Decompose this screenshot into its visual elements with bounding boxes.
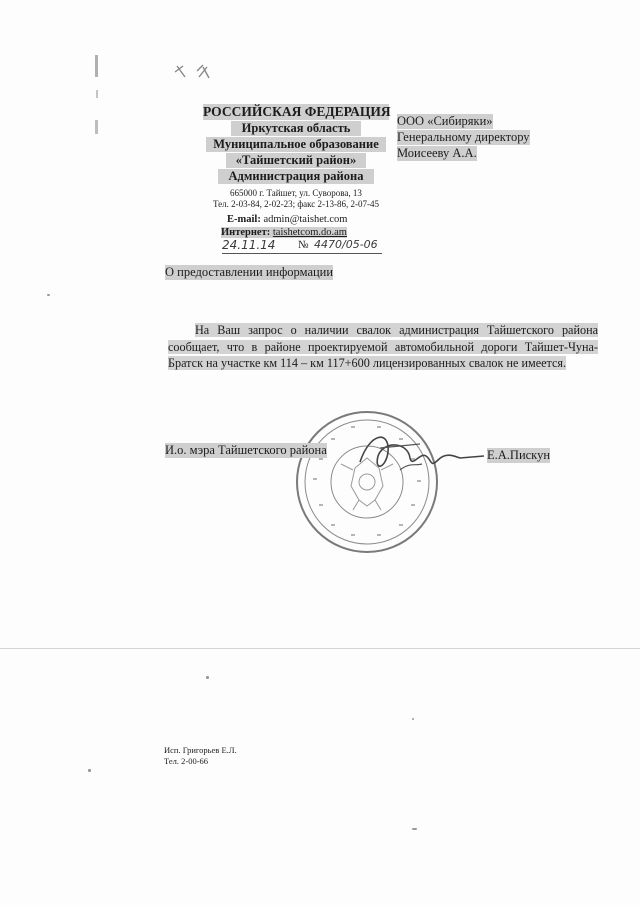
letter-body xyxy=(168,322,598,372)
signatory-position: И.о. мэра Тайшетского района xyxy=(165,443,327,457)
scan-speck xyxy=(412,718,414,720)
scan-speck xyxy=(47,294,50,296)
letterhead-administration: Администрация района xyxy=(218,169,374,184)
internet-address: taishetcom.do.am xyxy=(272,227,347,238)
scan-speck xyxy=(412,828,417,830)
letterhead-address: 665000 г. Тайшет, ул. Суворова, 13 xyxy=(230,188,362,198)
scan-edge-marks xyxy=(93,0,101,905)
recipient-position: Генеральному директору xyxy=(397,130,530,144)
letterhead-email-line xyxy=(227,214,347,225)
internet-label: Интернет: xyxy=(221,227,271,238)
letterhead-region: Иркутская область xyxy=(231,121,361,136)
signatory-name: Е.А.Пискун xyxy=(487,448,551,462)
scan-speck xyxy=(206,676,209,679)
recipient-name: Моисееву А.А. xyxy=(397,146,477,160)
body-line: Братск на участке км 114 – км 117+600 лицензированных свалок не имеется. xyxy=(168,356,567,370)
email-address: admin@taishet.com xyxy=(263,214,348,225)
letterhead-federation: РОССИЙСКАЯ ФЕДЕРАЦИЯ xyxy=(203,104,391,119)
letter-date-number-line xyxy=(222,238,382,254)
recipient-org: ООО «Сибиряки» xyxy=(397,114,493,128)
letterhead-phones: Тел. 2-03-84, 2-02-23; факс 2-13-86, 2-07-45 xyxy=(212,199,380,209)
scan-speck xyxy=(88,769,91,772)
letter-subject: О предоставлении информации xyxy=(165,265,334,279)
letterhead-district: «Тайшетский район» xyxy=(226,153,366,168)
stamp-smudge-mark xyxy=(173,63,223,81)
handwritten-signature xyxy=(350,422,490,482)
handwritten-number: 4470/05-06 xyxy=(314,238,378,251)
email-label: E-mail: xyxy=(227,214,261,225)
body-line: сообщает, что в районе проектируемой автомобильной дороги Тайшет-Чуна- xyxy=(168,339,598,354)
number-label: № xyxy=(298,239,309,251)
fold-line xyxy=(0,648,640,649)
letterhead-internet-line xyxy=(221,227,347,238)
body-line: На Ваш запрос о наличии свалок администрация Тайшетского района xyxy=(195,323,598,337)
executor-phone: Тел. 2-00-66 xyxy=(164,756,209,766)
executor-name: Исп. Григорьев Е.Л. xyxy=(164,745,237,755)
handwritten-date: 24.11.14 xyxy=(222,238,276,252)
letterhead-municipality: Муниципальное образование xyxy=(206,137,386,152)
